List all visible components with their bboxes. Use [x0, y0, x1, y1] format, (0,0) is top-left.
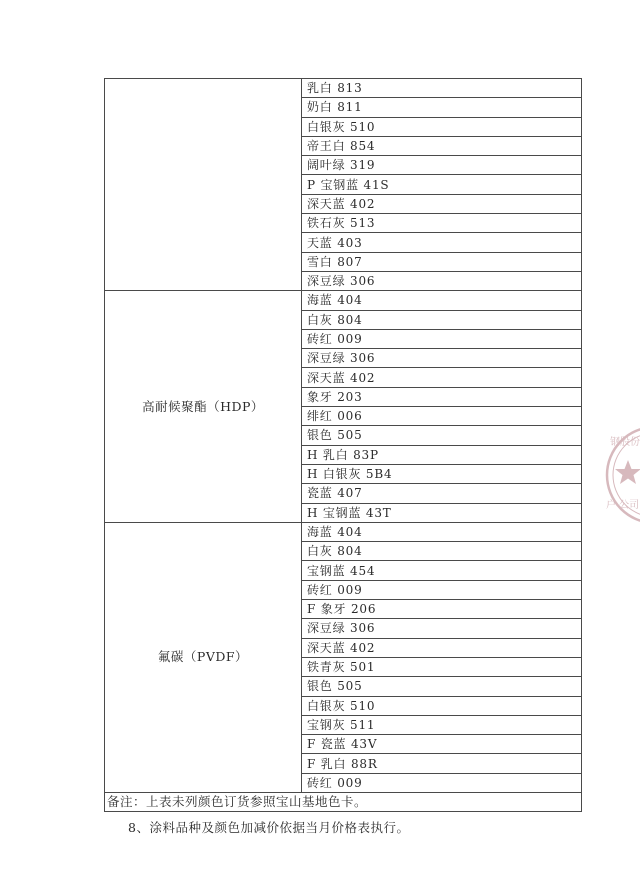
color-code-cell: 深天蓝 402 [302, 194, 582, 213]
color-code-cell: 天蓝 403 [302, 233, 582, 252]
color-code-cell: 海蓝 404 [302, 291, 582, 310]
table-row [105, 79, 582, 98]
color-code-cell: 砖红 009 [302, 773, 582, 792]
svg-text:钢股份: 钢股份 [610, 437, 640, 448]
color-code-cell: F 乳白 88R [302, 754, 582, 773]
footnote-item-8: 8、涂料品种及颜色加减价依据当月价格表执行。 [128, 820, 410, 835]
table-note: 备注：上表未列颜色订货参照宝山基地色卡。 [105, 792, 582, 811]
color-code-cell: 阔叶绿 319 [302, 156, 582, 175]
company-seal [600, 420, 640, 530]
color-code-cell: 砖红 009 [302, 329, 582, 348]
table-row [105, 291, 582, 310]
color-price-table [104, 78, 582, 812]
color-code-cell: H 宝钢蓝 43T [302, 503, 582, 522]
color-code-cell: 深豆绿 306 [302, 619, 582, 638]
color-code-cell: 铁青灰 501 [302, 657, 582, 676]
color-code-cell: 白灰 804 [302, 310, 582, 329]
color-code-cell: 深天蓝 402 [302, 638, 582, 657]
color-code-cell: 雪白 807 [302, 252, 582, 271]
note-row [105, 792, 582, 811]
color-code-cell: 深豆绿 306 [302, 349, 582, 368]
color-code-cell: 奶白 811 [302, 98, 582, 117]
color-code-cell: 象牙 203 [302, 387, 582, 406]
color-code-cell: 铁石灰 513 [302, 214, 582, 233]
color-code-cell: P 宝钢蓝 41S [302, 175, 582, 194]
color-code-cell: 白银灰 510 [302, 117, 582, 136]
color-code-cell: 瓷蓝 407 [302, 484, 582, 503]
color-code-cell: 绯红 006 [302, 407, 582, 426]
color-code-cell: H 乳白 83P [302, 445, 582, 464]
coating-category-cell: 高耐候聚酯（HDP） [105, 291, 302, 523]
color-code-cell: 银色 505 [302, 426, 582, 445]
color-code-cell: F 象牙 206 [302, 600, 582, 619]
coating-category-cell: 氟碳（PVDF） [105, 522, 302, 792]
color-code-cell: F 瓷蓝 43V [302, 735, 582, 754]
svg-text:户 公司: 户 公司 [606, 500, 640, 511]
coating-category-cell [105, 79, 302, 291]
color-code-cell: 砖红 009 [302, 580, 582, 599]
color-code-cell: 帝王白 854 [302, 136, 582, 155]
color-code-cell: 海蓝 404 [302, 522, 582, 541]
color-code-cell: 深豆绿 306 [302, 271, 582, 290]
color-code-cell: 深天蓝 402 [302, 368, 582, 387]
color-code-cell: 白银灰 510 [302, 696, 582, 715]
table-row [105, 522, 582, 541]
color-code-cell: 乳白 813 [302, 79, 582, 98]
color-code-cell: 银色 505 [302, 677, 582, 696]
color-code-cell: 白灰 804 [302, 542, 582, 561]
color-code-cell: 宝钢灰 511 [302, 715, 582, 734]
color-code-cell: 宝钢蓝 454 [302, 561, 582, 580]
color-code-cell: H 白银灰 5B4 [302, 464, 582, 483]
